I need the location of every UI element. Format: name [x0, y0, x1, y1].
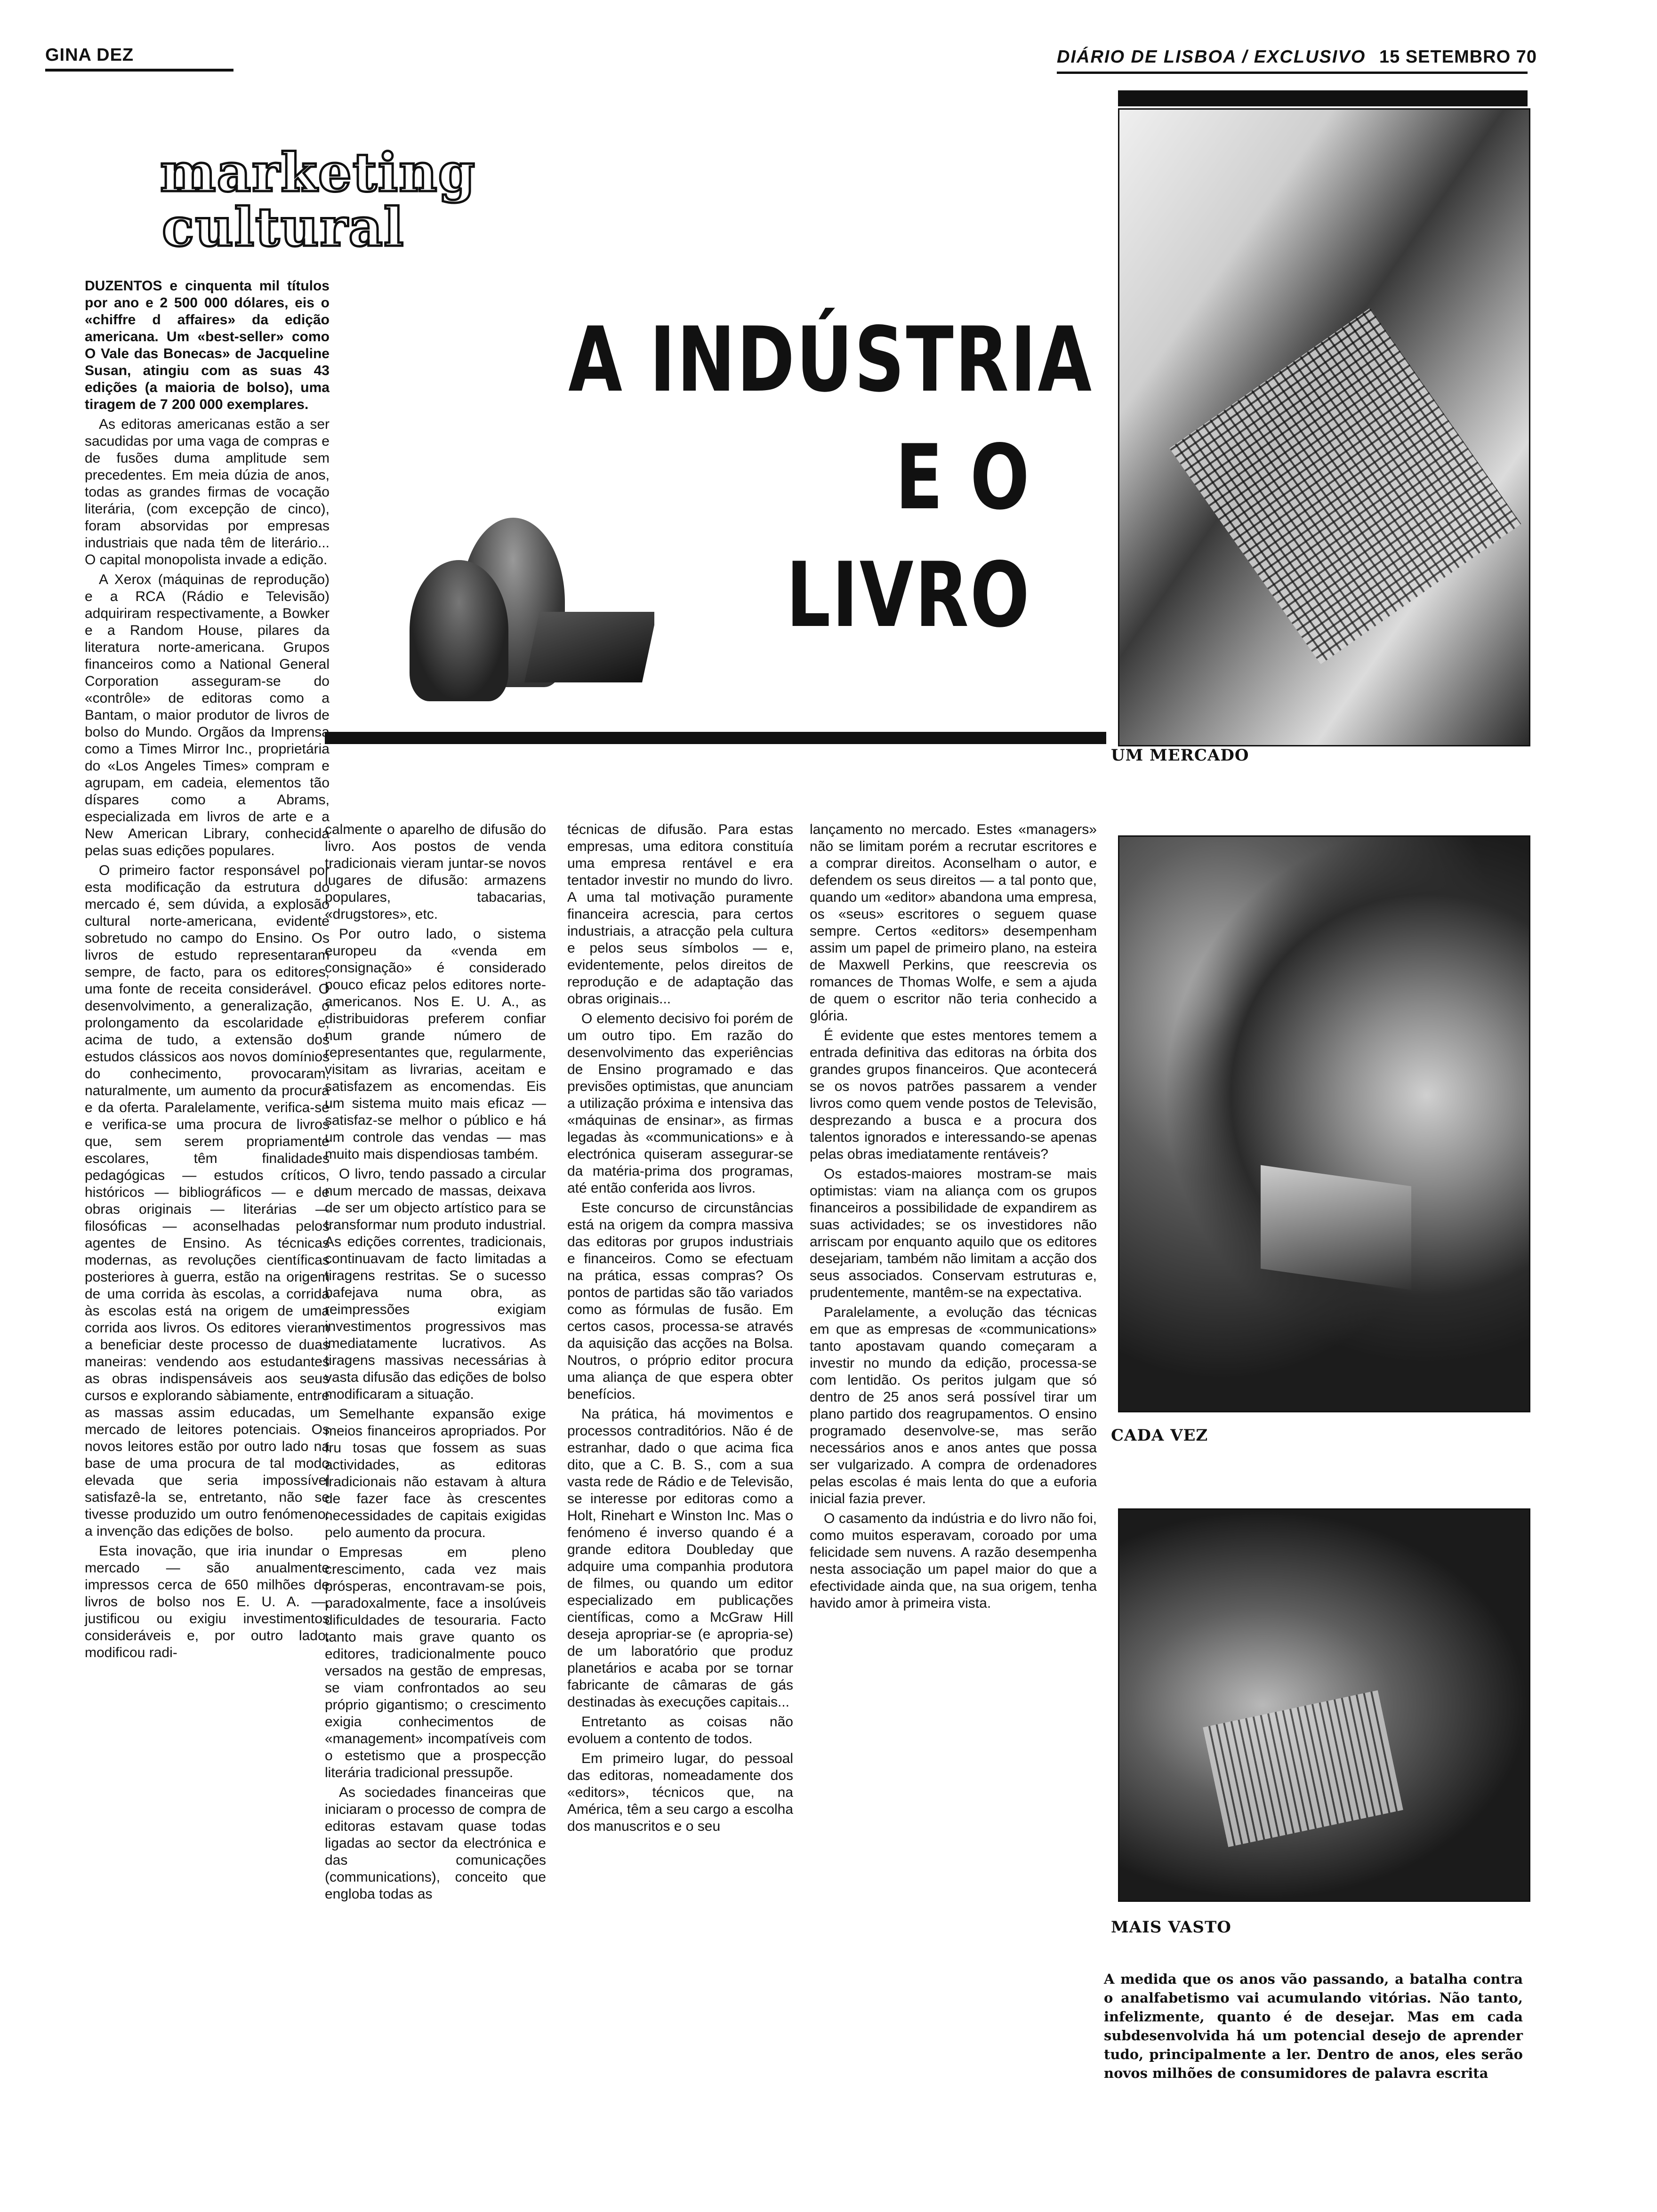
paragraph: Esta inovação, que iria inundar o mercado — são anualmente impressos cerca de 650 milhões de livros de bolso nos E. U. A. —, justificou ou exigiu investimentos consideráveis e, por outro lado, modificou radi-: [85, 1543, 330, 1660]
paragraph: Este concurso de circunstâncias está na origem da compra massiva das editoras por grupos industriais e financeiros. Como se efectuam na prática, essas compras? Os pontos de partidas são tão variados como as fórmulas de fusão. Em certos casos, processa-se através da aquisição das acções na Bolsa. Noutros, o próprio editor procura uma aliança de que espera obter benefícios.: [567, 1200, 793, 1402]
header-rule-left: [45, 69, 233, 72]
paragraph: O casamento da indústria e do livro não foi, como muitos esperavam, coroado por uma felicidade sem nuvens. A razão desempenha nesta associação um papel maior do que a efectividade ainda que, na sua origem, tenha havido amor à primeira vista.: [810, 1511, 1097, 1611]
article-column-1: [85, 278, 330, 1664]
paragraph: Os estados-maiores mostram-se mais optimistas: viam na aliança com os grupos financeiros a possibilidade de expandirem as suas actividades; se os investidores não arriscam por enquanto aquilo que os editores desejariam, também não limitam a acção dos seus associados. Conservam estruturas e, prudentemente, mantêm-se na expectativa.: [810, 1166, 1097, 1300]
readers-photo: [391, 518, 654, 701]
paragraph: Por outro lado, o sistema europeu da «venda em consignação» é considerado pouco eficaz pelos editores norte-americanos. Nos E. U. A., as distribuidoras preferem confiar num grande número de representantes que, regularmente, visitam as livrarias, aceitam e satisfazem as encomendas. Eis um sistema muito mais eficaz — satisfaz-se melhor o público e há um controle das vendas — mas muito mais dispendiosas também.: [325, 926, 546, 1162]
paragraph: O elemento decisivo foi porém de um outro tipo. Em razão do desenvolvimento das experiências de Ensino programado e das previsões optimistas, que anunciam a utilização próxima e intensiva das «máquinas de ensinar», as firmas legadas às «communications» e à electrónica quiseram assegurar-se da matéria-prima dos programas, até então conferida aos livros.: [567, 1011, 793, 1196]
classroom-photo: [1118, 835, 1530, 1412]
paragraph: As sociedades financeiras que iniciaram o processo de compra de editoras estavam quase todas ligadas ao sector da electrónica e das comunicações (communications), conceito que engloba todas as: [325, 1785, 546, 1902]
paragraph: O primeiro factor responsável por esta modificação da estrutura do mercado é, sem dúvida, a explosão cultural norte-americana, evidente sobretudo no campo do Ensino. Os livros de estudo representaram sempre, de facto, para os editores, uma fonte de receita considerável. O desenvolvimento, a generalização, o prolongamento da escolaridade e, acima de tudo, a extensão dos estudos clássicos aos novos domínios do conhecimento, provocaram, naturalmente, um aumento da procura e da oferta. Paralelamente, verifica-se e verifica-se uma procura de livros que, sem serem propriamente escolares, têm finalidades pedagógicas — estudos críticos, históricos — bibliográficos — e de obras originais — literárias — filosóficas — aconselhadas pelos agentes de Ensino. As técnicas modernas, as revoluções científicas posteriores à guerra, estão na origem de uma corrida às escolas, a corrida às escolas está na origem de uma corrida aos livros. Os editores vieram a beneficiar deste processo de duas maneiras: vendendo aos estudantes as obras indispensáveis aos seus cursos e explorando sàbiamente, entre as massas assim educadas, um mercado de leitores potenciais. Os novos leitores estão por outro lado na base de uma procura de tal modo elevada que seria impossível satisfazê-la se, entretanto, não se tivesse produzido um outro fenómeno: a invenção das edições de bolso.: [85, 863, 330, 1539]
paragraph: lançamento no mercado. Estes «managers» não se limitam porém a recrutar escritores e a comprar direitos. Aconselham o autor, e defendem os seus direitos — a tal ponto que, quando um «editor» abandona uma empresa, os «seus» escritores o seguem quase sempre. Certos «editors» desempenham assim um papel de primeiro plano, na esteira de Maxwell Perkins, que reescrevia os romances de Thomas Wolfe, e sem a ajuda de quem o escritor não teria conhecido a glória.: [810, 822, 1097, 1024]
headline-line1: A INDÚSTRIA: [568, 308, 1094, 412]
paragraph: É evidente que estes mentores temem a entrada definitiva das editoras na órbita dos grandes grupos financeiros. Que acontecerá se os novos patrões passarem a vender livros como quem vende postos de Televisão, desprezando a busca e a procura dos talentos ignorados e interessando-se apenas pelas obras imediatamente rentáveis?: [810, 1028, 1097, 1162]
caption-2: CADA VEZ: [1111, 1426, 1208, 1445]
article-column-3: [567, 821, 793, 1838]
caption-3: MAIS VASTO: [1111, 1918, 1231, 1937]
paragraph: Em primeiro lugar, do pessoal das editoras, nomeadamente dos «editors», técnicos que, na América, têm a seu cargo a escolha dos manuscritos e o seu: [567, 1751, 793, 1834]
article-column-2: [325, 821, 546, 1906]
publication-name: DIÁRIO DE LISBOA / EXCLUSIVO: [1057, 47, 1366, 67]
computer-photo: [1118, 108, 1530, 746]
paragraph: técnicas de difusão. Para estas empresas, uma editora constituía uma empresa rentável e era tentador investir no mundo do livro. A uma tal motivação puramente financeira acrescia, para certos industriais, a atracção pela cultura e pelos seus símbolos — e, evidentemente, pelos direitos de reprodução e de adaptação das obras originais...: [567, 822, 793, 1007]
paragraph: A Xerox (máquinas de reprodução) e a RCA (Rádio e Televisão) adquiriram respectivamente, a Bowker e a Random House, pilares da literatura norte-americana. Grupos financeiros como a National General Corporation asseguram-se do «contrôle» de editoras como a Bantam, o maior produtor de livros de bolso do Mundo. Orgãos da Imprensa como a Times Mirror Inc., proprietária do «Los Angeles Times» compram e agrupam, em cadeia, elementos tão díspares como a Abrams, especializada em livros de arte e a New American Library, conhecida pelas suas edições populares.: [85, 572, 330, 858]
sidebar-paragraph: A medida que os anos vão passando, a batalha contra o analfabetismo vai acumulando vitórias. Não tanto, infelizmente, quanto é de desejar. Mas em cada subdesenvolvida há um potencial desejo de aprender tudo, principalmente a ler. Dentro de anos, eles serão novos milhões de consumidores de palavra escrita: [1104, 1971, 1523, 2081]
caption-1: UM MERCADO: [1111, 746, 1249, 765]
paragraph: Empresas em pleno crescimento, cada vez mais prósperas, encontravam-se pois, paradoxalmente, face a insolúveis dificuldades de tesouraria. Facto tanto mais grave quanto os editores, tradicionalmente pouco versados na gestão de empresas, se viam confrontados ao seu próprio gigantismo; o crescimento exigia conhecimentos de «management» incompatíveis com o estetismo que a prospecção literária tradicional pressupõe.: [325, 1545, 546, 1780]
section-logo-line2: cultural: [162, 197, 405, 258]
header-rule-right: [1057, 72, 1528, 74]
headline-line3: LIVRO: [786, 543, 1031, 647]
paragraph: As editoras americanas estão a ser sacudidas por uma vaga de compras e de fusões duma amplitude sem precedentes. Em meia dúzia de anos, todas as grandes firmas de vocação literária, (com excepção de cinco), foram absorvidas por empresas industriais que nada têm de literário... O capital monopolista invade a edição.: [85, 417, 330, 568]
page-section-label: GINA DEZ: [45, 45, 134, 65]
photo-sidebar-text: [1104, 1970, 1523, 2083]
issue-date: 15 SETEMBRO 70: [1379, 47, 1537, 67]
paragraph: Paralelamente, a evolução das técnicas em que as empresas de «communications» tanto apostavam quando começaram a investir no mundo da edição, processa-se com lentidão. Os peritos julgam que só dentro de 25 anos será possível tirar um plano partido dos reagrupamentos. O ensino programado desenvolve-se, mas serão necessários anos e anos antes que possa ser vulgarizado. A compra de ordenadores pelas escolas é mais lenta do que a euforia inicial fazia prever.: [810, 1305, 1097, 1507]
section-logo: [160, 142, 476, 258]
paragraph: O livro, tendo passado a circular num mercado de massas, deixava de ser um objecto artístico para se transformar num produto industrial. As edições correntes, tradicionais, continuavam de facto limitadas a tiragens restritas. Se o sucesso bafejava numa obra, as reimpressões exigiam investimentos progressivos mas imediatamente lucrativos. As tiragens massivas necessárias à vasta difusão das edições de bolso modificaram a situação.: [325, 1166, 546, 1402]
paragraph: DUZENTOS e cinquenta mil títulos por ano e 2 500 000 dólares, eis o «chiffre d affaires» da edição americana. Um «best-seller» como O Vale das Bonecas» de Jacqueline Susan, atingiu com as suas 43 edições (a maioria de bolso), uma tiragem de 7 200 000 exemplares.: [85, 278, 330, 412]
section-logo-line1: marketing: [160, 142, 476, 204]
headline-line2: E O: [895, 425, 1031, 529]
paragraph: Entretanto as coisas não evoluem a contento de todos.: [567, 1714, 793, 1747]
paragraph: Na prática, há movimentos e processos contraditórios. Não é de estranhar, dado o que acima fica dito, que a C. B. S., com a sua vasta rede de Rádio e de Televisão, se interesse por editoras como a Holt, Rinehart e Winston Inc. Mas o fenómeno é inverso quando é a grande editora Doubleday que adquire uma companhia produtora de filmes, ou quando um editor especializado em publicações científicas, como a McGraw Hill deseja apropriar-se (e apropria-se) de um laboratório que produz planetários e acaba por se tornar fabricante de câmaras de gás destinadas às execuções capitais...: [567, 1406, 793, 1710]
article-column-4: [810, 821, 1097, 1615]
paragraph: Semelhante expansão exige meios financeiros apropriados. Por fru tosas que fossem as suas actividades, as editoras tradicionais não estavam à altura de fazer face às crescentes necessidades de capitais exigidas pelo aumento da procura.: [325, 1406, 546, 1540]
photo-top-rule: [1118, 90, 1528, 106]
paragraph: calmente o aparelho de difusão do livro. Aos postos de venda tradicionais vieram juntar-se novos lugares de difusão: armazens populares, tabacarias, «drugstores», etc.: [325, 822, 546, 922]
headline-rule: [325, 732, 1106, 744]
children-computer-photo: [1118, 1508, 1530, 1902]
